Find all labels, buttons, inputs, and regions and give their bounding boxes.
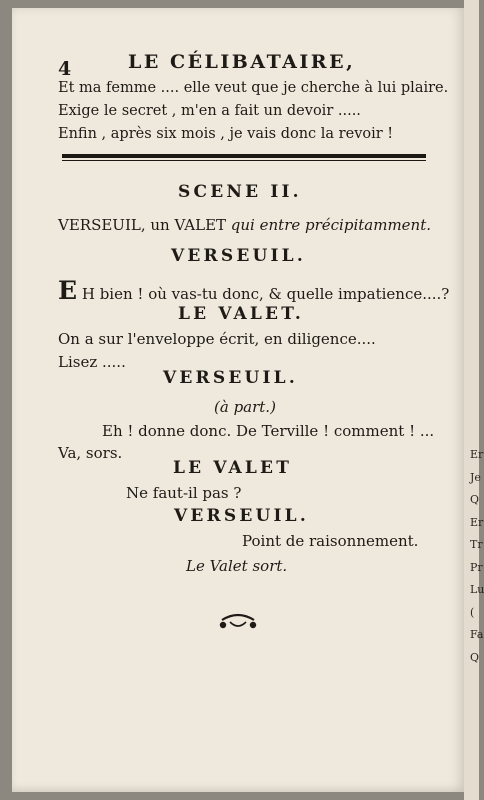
facing-page-fragment: Er [470, 516, 484, 529]
speaker-name: VERSEUIL. [174, 506, 309, 526]
speaker-name: LE VALET. [178, 304, 304, 324]
cast-direction: qui entre précipitamment. [230, 216, 432, 234]
speaker-name: LE VALET [173, 458, 293, 478]
cast-list [58, 216, 431, 234]
speaker-name: VERSEUIL. [163, 368, 298, 388]
fleuron-ornament [218, 610, 258, 632]
facing-page-edge [464, 0, 479, 800]
page-number: 4 [58, 58, 72, 80]
facing-page-fragment: ( [470, 606, 475, 619]
dialogue-line: Va, sors. [58, 444, 123, 462]
double-rule-thick [62, 154, 426, 158]
dialogue-line: On a sur l'enveloppe écrit, en diligence.... [58, 330, 376, 348]
double-rule-thin [62, 160, 426, 161]
verse-line: Exige le secret , m'en a fait un devoir ..... [58, 103, 361, 119]
verse-line: Enfin , après six mois , je vais donc la revoir ! [58, 126, 394, 142]
cast-names: VERSEUIL, un VALET [58, 216, 231, 234]
verse-line: Et ma femme .... elle veut que je cherche à lui plaire. [58, 80, 449, 96]
dialogue-text: H bien ! où vas-tu donc, & quelle impatience....? [81, 285, 450, 303]
facing-page-fragment: Q [470, 493, 480, 506]
dialogue-line: Point de raisonnement. [242, 532, 419, 550]
facing-page-fragment: Pr [470, 561, 483, 574]
drop-cap: E [58, 276, 78, 305]
dialogue-line [58, 276, 449, 305]
facing-page-fragment: Fa [470, 628, 484, 641]
dialogue-line: Ne faut-il pas ? [126, 484, 242, 502]
facing-page-fragment: Je [470, 471, 481, 484]
running-head: LE CÉLIBATAIRE, [128, 51, 356, 73]
stage-aside: (à part.) [214, 398, 276, 416]
stage-direction: Le Valet sort. [186, 557, 288, 575]
facing-page-fragment: Tr [470, 538, 483, 551]
facing-page-fragment: Lu [470, 583, 484, 596]
facing-page-fragment: Er [470, 448, 484, 461]
dialogue-line: Lisez ..... [58, 353, 126, 371]
dialogue-line: Eh ! donne donc. De Terville ! comment ! ... [102, 422, 435, 440]
scene-title: SCENE II. [178, 182, 302, 202]
speaker-name: VERSEUIL. [171, 246, 306, 266]
facing-page-fragment: Q [470, 651, 480, 664]
